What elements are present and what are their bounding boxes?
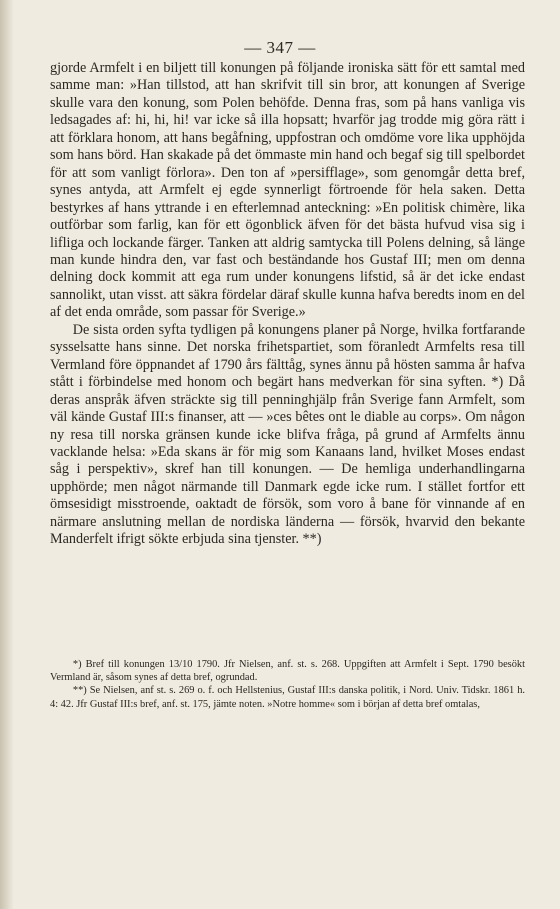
- footnote: **) Se Nielsen, anf st. s. 269 o. f. och Hellstenius, Gustaf III:s danska politik, i Nord. Univ. Tidskr. 1861 h. 4: 42. Jfr Gustaf III:s bref, anf. st. 175, jämte noten. »Notre homme« som i början af detta bref omtalas,: [50, 685, 525, 710]
- footnotes: [50, 658, 525, 711]
- binding-shadow: [0, 0, 14, 909]
- footnote: *) Bref till konungen 13/10 1790. Jfr Nielsen, anf. st. s. 268. Uppgiften att Armfelt i Sept. 1790 besökt Vermland är, såsom synes af detta bref, ogrundad.: [50, 659, 525, 684]
- body-text: [50, 60, 525, 549]
- paragraph: De sista orden syfta tydligen på konungens planer på Norge, hvilka fortfarande sysselsatte hans sinne. Det norska frihetspartiet, som föranledt Armfelts resa till Vermland före öppnandet af 1790 års fälttåg, synes ännu på hösten samma år hafva stått i förbindelse med honom och begärt hans medverkan för sina syften. *) Då deras anspråk äfven sträckte sig till penninghjälp från Sverige fann Armfelt, som väl kände Gustaf III:s finanser, att — »ces bêtes ont le diable au corps». Om någon ny resa till norska gränsen kunde icke blifva fråga, på grund af Armfelts ännu vacklande helsa: »Eda skans är för mig som Kanaans land, hvilket Moses endast såg i perspektiv», skref han till konungen. — De hemliga underhandlingarna upphörde; men något närmande till Danmark egde icke rum. I stället fortfor ett ömsesidigt misstroende, oaktadt de försök, som voro å bane för vinnande af en närmare anslutning mellan de nordiska länderna — försök, hvarvid den bekante Manderfelt ifrigt sökte erbjuda sina tjenster. **): [50, 321, 525, 548]
- paragraph-continued: gjorde Armfelt i en biljett till konungen på följande ironiska sätt för ett samtal med samme man: »Han tillstod, att han skrifvit till sin bror, att konungen af Sverige skulle vara den konung, som Polen behöfde. Denna fras, som på hans vanliga vis ledsagades af: hi, hi, hi! var icke så illa hopsatt; hvarför jag trodde mig göra rätt i att förklara honom, att hans begåfning, uppfostran och omdöme vore lika upphöjda som hans börd. Han skakade på det ömmaste min hand och begaf sig till spelbordet för att som vanligt förlora». Den ton af »persifflage», som genomgår detta bref, synes antyda, att Armfelt ej egde synnerligt förtroende för hela saken. Detta bestyrkes af hans yttrande i en efterlemnad anteckning: »En politisk chimère, lika outförbar som farlig, kan för ett ögonblick äfven för det bästa hufvud visa sig i lifliga och lockande färger. Tanken att aldrig samtycka till Polens delning, så länge man kunde hindra den, var fast och beständande hos Gustaf III; men om denna delning dock kommit att ega rum under konungens lifstid, så är det icke endast sannolikt, utan visst. att säkra fördelar däraf skulle kunna hafva beredts inom en del af det enda område, som passar för Sverige.»: [50, 60, 525, 321]
- page-number: — 347 —: [244, 38, 316, 57]
